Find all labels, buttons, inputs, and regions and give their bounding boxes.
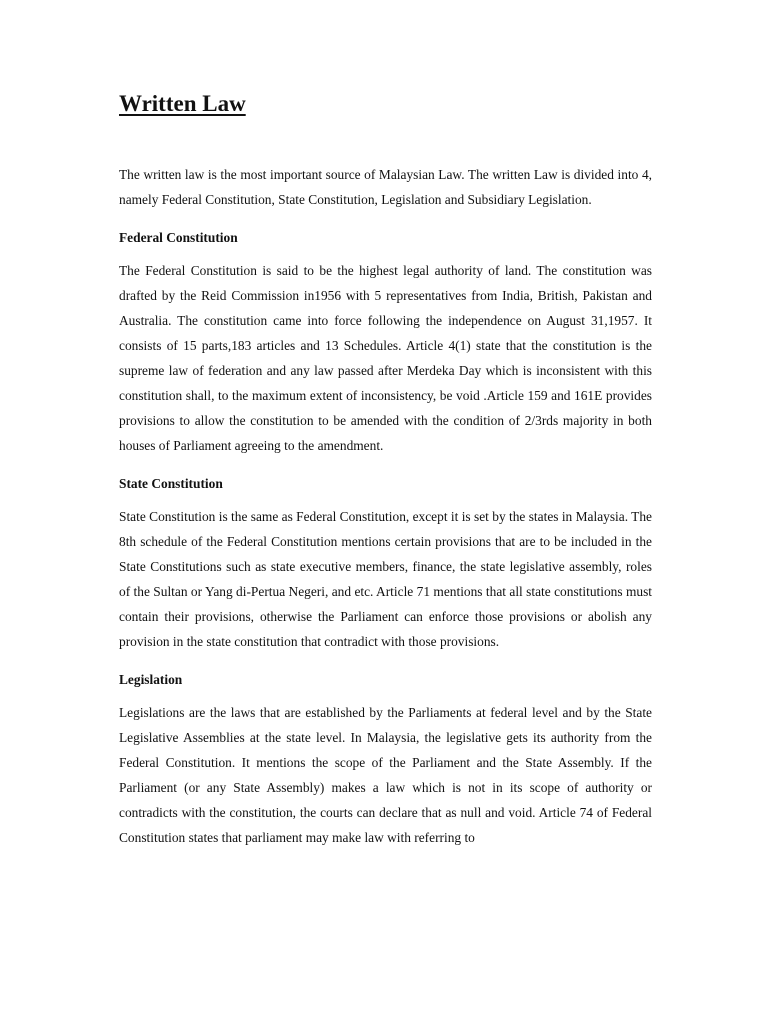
section-heading-legislation: Legislation (119, 672, 183, 687)
section-heading-federal-constitution: Federal Constitution (119, 230, 238, 245)
section-body-federal-constitution: The Federal Constitution is said to be the highest legal authority of land. The constitution was drafted by the Reid Commission in1956 with 5 representatives from India, British, Pakistan and Australia. The constitution came into force following the independence on August 31,1957. It consists of 15 parts,183 articles and 13 Schedules. Article 4(1) state that the constitution is the supreme law of federation and any law passed after Merdeka Day which is inconsistent with this constitution shall, to the maximum extent of inconsistency, be void .Article 159 and 161E provides provisions to allow the constitution to be amended with the condition of 2/3rds majority in both houses of Parliament agreeing to the amendment. (119, 263, 652, 453)
page-title: Written Law (119, 91, 246, 116)
intro-paragraph: The written law is the most important source of Malaysian Law. The written Law is divided into 4, namely Federal Constitution, State Constitution, Legislation and Subsidiary Legislation. (119, 167, 652, 207)
document-page (119, 90, 652, 850)
section-body-state-constitution: State Constitution is the same as Federal Constitution, except it is set by the states in Malaysia. The 8th schedule of the Federal Constitution mentions certain provisions that are to be included in the State Constitutions such as state executive members, finance, the state legislative assembly, roles of the Sultan or Yang di-Pertua Negeri, and etc. Article 71 mentions that all state constitutions must contain their provisions, otherwise the Parliament can enforce those provisions or abolish any provision in the state constitution that contradict with those provisions. (119, 509, 652, 649)
section-heading-state-constitution: State Constitution (119, 476, 223, 491)
section-body-legislation: Legislations are the laws that are established by the Parliaments at federal level and by the State Legislative Assemblies at the state level. In Malaysia, the legislative gets its authority from the Federal Constitution. It mentions the scope of the Parliament and the State Assembly. If the Parliament (or any State Assembly) makes a law which is not in its scope of authority or contradicts with the constitution, the courts can declare that as null and void. Article 74 of Federal Constitution states that parliament may make law with referring to (119, 705, 652, 845)
